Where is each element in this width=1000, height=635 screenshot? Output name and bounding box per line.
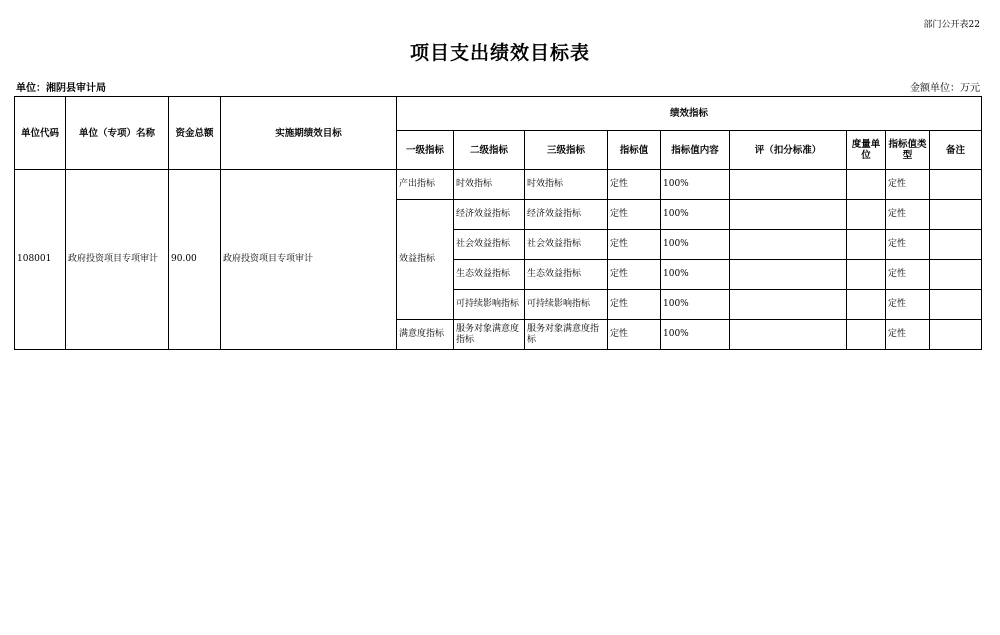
level3-cell: 经济效益指标 xyxy=(525,200,608,230)
header-eval: 评（扣分标准） xyxy=(730,131,847,170)
level2-cell: 时效指标 xyxy=(454,170,525,200)
level2-cell: 生态效益指标 xyxy=(454,260,525,290)
header-remark: 备注 xyxy=(930,131,982,170)
eval-cell xyxy=(730,260,847,290)
value-cell: 定性 xyxy=(608,320,661,350)
value-content-cell: 100% xyxy=(661,320,730,350)
level2-cell: 社会效益指标 xyxy=(454,230,525,260)
money-unit-label: 金额单位：万元 xyxy=(910,83,980,94)
remark-cell xyxy=(930,200,982,230)
header-goal: 实施期绩效目标 xyxy=(221,97,397,170)
header-level1: 一级指标 xyxy=(397,131,454,170)
eval-cell xyxy=(730,200,847,230)
level2-cell: 经济效益指标 xyxy=(454,200,525,230)
measure-unit-cell xyxy=(847,230,886,260)
value-type-cell: 定性 xyxy=(886,260,930,290)
value-content-cell: 100% xyxy=(661,230,730,260)
measure-unit-cell xyxy=(847,200,886,230)
level1-cell: 产出指标 xyxy=(397,170,454,200)
unit-label: 单位：湘阴县审计局 xyxy=(16,83,106,94)
eval-cell xyxy=(730,290,847,320)
header-indicator-group: 绩效指标 xyxy=(397,97,982,131)
header-value-type: 指标值类型 xyxy=(886,131,930,170)
value-type-cell: 定性 xyxy=(886,170,930,200)
value-cell: 定性 xyxy=(608,170,661,200)
value-type-cell: 定性 xyxy=(886,200,930,230)
value-cell: 定性 xyxy=(608,290,661,320)
header-measure-unit: 度量单位 xyxy=(847,131,886,170)
goal-cell: 政府投资项目专项审计 xyxy=(221,170,397,350)
header-level3: 三级指标 xyxy=(525,131,608,170)
header-value: 指标值 xyxy=(608,131,661,170)
header-total-funds: 资金总额 xyxy=(169,97,221,170)
page-title: 项目支出绩效目标表 xyxy=(409,42,590,64)
level3-cell: 时效指标 xyxy=(525,170,608,200)
value-content-cell: 100% xyxy=(661,260,730,290)
value-content-cell: 100% xyxy=(661,170,730,200)
unit-name-cell: 政府投资项目专项审计 xyxy=(66,170,169,350)
table-row xyxy=(15,170,982,200)
remark-cell xyxy=(930,230,982,260)
level1-cell: 满意度指标 xyxy=(397,320,454,350)
measure-unit-cell xyxy=(847,260,886,290)
header-level2: 二级指标 xyxy=(454,131,525,170)
remark-cell xyxy=(930,260,982,290)
unit-code-cell: 108001 xyxy=(15,170,66,350)
level3-cell: 生态效益指标 xyxy=(525,260,608,290)
eval-cell xyxy=(730,170,847,200)
remark-cell xyxy=(930,170,982,200)
header-row-1 xyxy=(15,97,982,131)
total-funds-cell: 90.00 xyxy=(169,170,221,350)
measure-unit-cell xyxy=(847,320,886,350)
value-cell: 定性 xyxy=(608,200,661,230)
value-type-cell: 定性 xyxy=(886,320,930,350)
measure-unit-cell xyxy=(847,290,886,320)
header-unit-code: 单位代码 xyxy=(15,97,66,170)
value-cell: 定性 xyxy=(608,230,661,260)
level2-cell: 可持续影响指标 xyxy=(454,290,525,320)
level3-cell: 服务对象满意度指标 xyxy=(525,320,608,350)
eval-cell xyxy=(730,230,847,260)
level3-cell: 可持续影响指标 xyxy=(525,290,608,320)
document-code: 部门公开表22 xyxy=(923,20,980,30)
header-unit-name: 单位（专项）名称 xyxy=(66,97,169,170)
performance-target-table xyxy=(14,96,982,350)
value-content-cell: 100% xyxy=(661,290,730,320)
eval-cell xyxy=(730,320,847,350)
remark-cell xyxy=(930,320,982,350)
value-content-cell: 100% xyxy=(661,200,730,230)
value-cell: 定性 xyxy=(608,260,661,290)
value-type-cell: 定性 xyxy=(886,230,930,260)
remark-cell xyxy=(930,290,982,320)
value-type-cell: 定性 xyxy=(886,290,930,320)
header-value-content: 指标值内容 xyxy=(661,131,730,170)
level2-cell: 服务对象满意度指标 xyxy=(454,320,525,350)
level1-cell: 效益指标 xyxy=(397,200,454,320)
level3-cell: 社会效益指标 xyxy=(525,230,608,260)
measure-unit-cell xyxy=(847,170,886,200)
